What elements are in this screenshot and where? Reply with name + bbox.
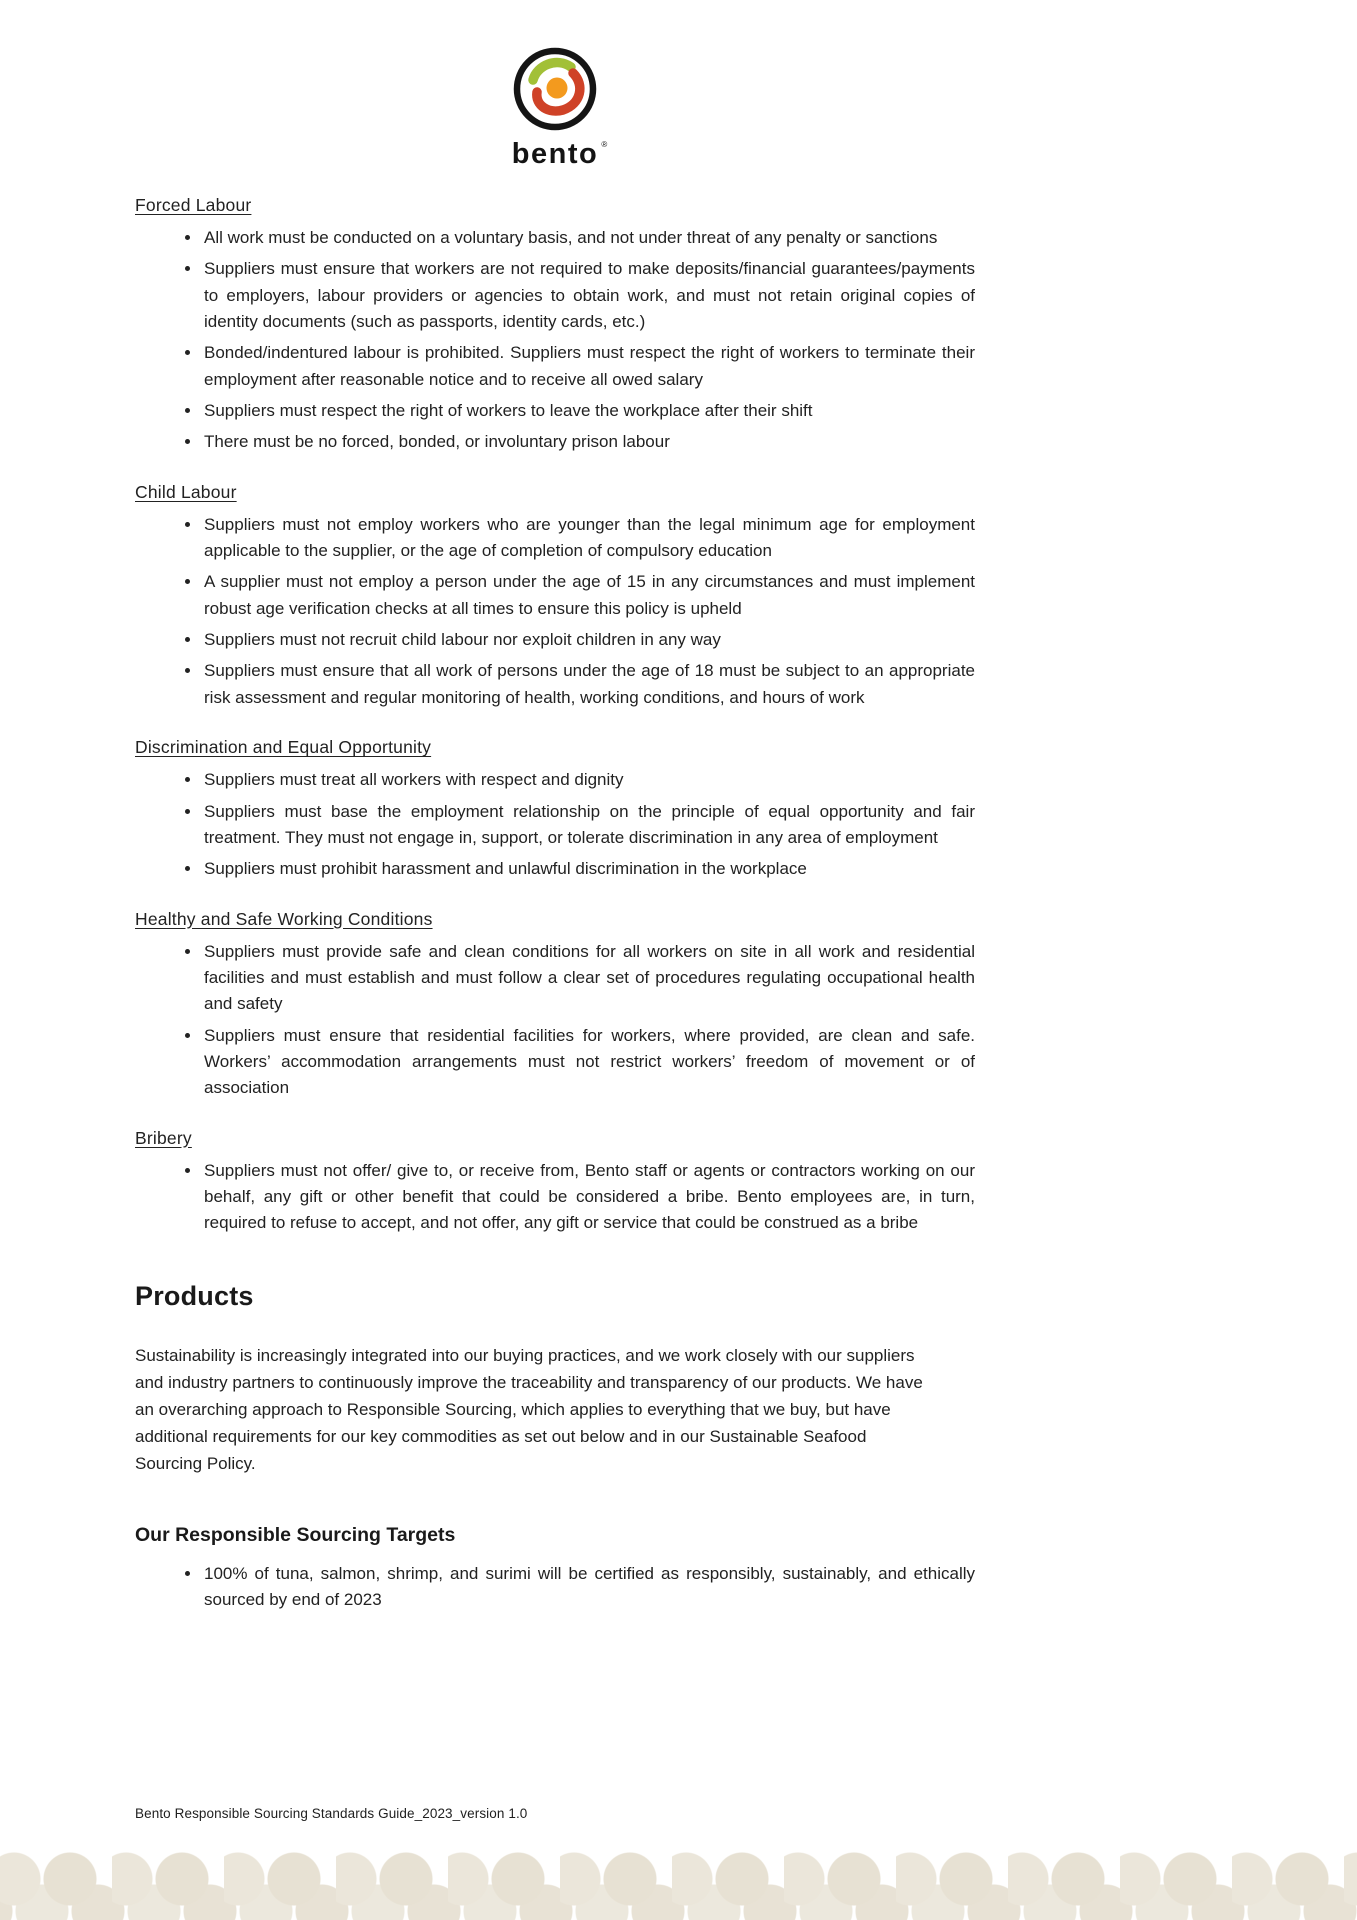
bullet-list	[135, 767, 975, 882]
section-bribery	[135, 1128, 975, 1237]
section-child-labour	[135, 482, 975, 711]
bullet-item: • There must be no forced, bonded, or involuntary prison labour	[202, 429, 975, 455]
bullet-item: • Suppliers must not offer/ give to, or receive from, Bento staff or agents or contractors working on our behalf, any gift or other benefit that could be considered a bribe. Bento employees are, in turn, required to refuse to accept, and not offer, any gift or service that could be construed as a bribe	[202, 1158, 975, 1237]
bullet-item: • Suppliers must treat all workers with respect and dignity	[202, 767, 975, 793]
decorative-dots-band	[0, 1848, 1357, 1920]
products-heading: Products	[135, 1280, 254, 1311]
bullet-list	[135, 225, 975, 456]
targets-heading: Our Responsible Sourcing Targets	[135, 1523, 456, 1546]
bento-logo-swirl-icon	[507, 44, 603, 136]
section-health-safety	[135, 909, 975, 1102]
document-page	[135, 0, 975, 1618]
section-forced-labour	[135, 195, 975, 456]
bullet-list	[135, 939, 975, 1102]
section-heading: Child Labour	[135, 481, 237, 502]
bullet-item: • All work must be conducted on a voluntary basis, and not under threat of any penalty or sanctions	[202, 225, 975, 251]
bullet-item: • Suppliers must ensure that residential facilities for workers, where provided, are clean and safe. Workers’ accommodation arrangements must not restrict workers’ freedom of movement or of association	[202, 1023, 975, 1102]
bullet-item: • Suppliers must not recruit child labour nor exploit children in any way	[202, 627, 975, 653]
footer-text: Bento Responsible Sourcing Standards Guide_2023_version 1.0	[135, 1806, 528, 1821]
bullet-item: • Suppliers must base the employment relationship on the principle of equal opportunity and fair treatment. They must not engage in, support, or tolerate discrimination in any area of employment	[202, 799, 975, 852]
section-heading: Healthy and Safe Working Conditions	[135, 908, 433, 929]
section-heading: Bribery	[135, 1127, 192, 1148]
bullet-item: • 100% of tuna, salmon, shrimp, and surimi will be certified as responsibly, sustainably, and ethically sourced by end of 2023	[202, 1561, 975, 1614]
targets-bullet-list	[135, 1561, 975, 1614]
bento-wordmark-text: bento	[511, 138, 599, 170]
bullet-item: • Suppliers must respect the right of workers to leave the workplace after their shift	[202, 398, 975, 424]
bullet-item: • Suppliers must provide safe and clean conditions for all workers on site in all work and residential facilities and must establish and must follow a clear set of procedures regulating occupational health and safety	[202, 939, 975, 1018]
products-paragraph: Sustainability is increasingly integrated into our buying practices, and we work closely with our suppliers and industry partners to continuously improve the traceability and transparency of our products. We have an overarching approach to Responsible Sourcing, which applies to everything that we buy, but have additional requirements for our key commodities as set out below and in our Sustainable Seafood Sourcing Policy.	[135, 1345, 923, 1474]
bento-logo	[470, 44, 640, 171]
bullet-item: • Suppliers must prohibit harassment and unlawful discrimination in the workplace	[202, 856, 975, 882]
bullet-item: • Bonded/indentured labour is prohibited. Suppliers must respect the right of workers to terminate their employment after reasonable notice and to receive all owed salary	[202, 340, 975, 393]
bullet-list	[135, 1158, 975, 1237]
registered-mark: ®	[601, 140, 608, 149]
section-heading: Discrimination and Equal Opportunity	[135, 737, 432, 758]
bullet-item: • Suppliers must ensure that workers are not required to make deposits/financial guarantees/payments to employers, labour providers or agencies to obtain work, and must not retain original copies of identity documents (such as passports, identity cards, etc.)	[202, 256, 975, 335]
section-heading: Forced Labour	[135, 195, 252, 215]
bullet-item: • Suppliers must not employ workers who are younger than the legal minimum age for employment applicable to the supplier, or the age of completion of compulsory education	[202, 512, 975, 565]
bullet-list	[135, 512, 975, 711]
section-discrimination	[135, 737, 975, 882]
bento-wordmark	[511, 138, 608, 171]
bullet-item: • A supplier must not employ a person under the age of 15 in any circumstances and must implement robust age verification checks at all times to ensure this policy is upheld	[202, 569, 975, 622]
bullet-item: • Suppliers must ensure that all work of persons under the age of 18 must be subject to an appropriate risk assessment and regular monitoring of health, working conditions, and hours of work	[202, 658, 975, 711]
